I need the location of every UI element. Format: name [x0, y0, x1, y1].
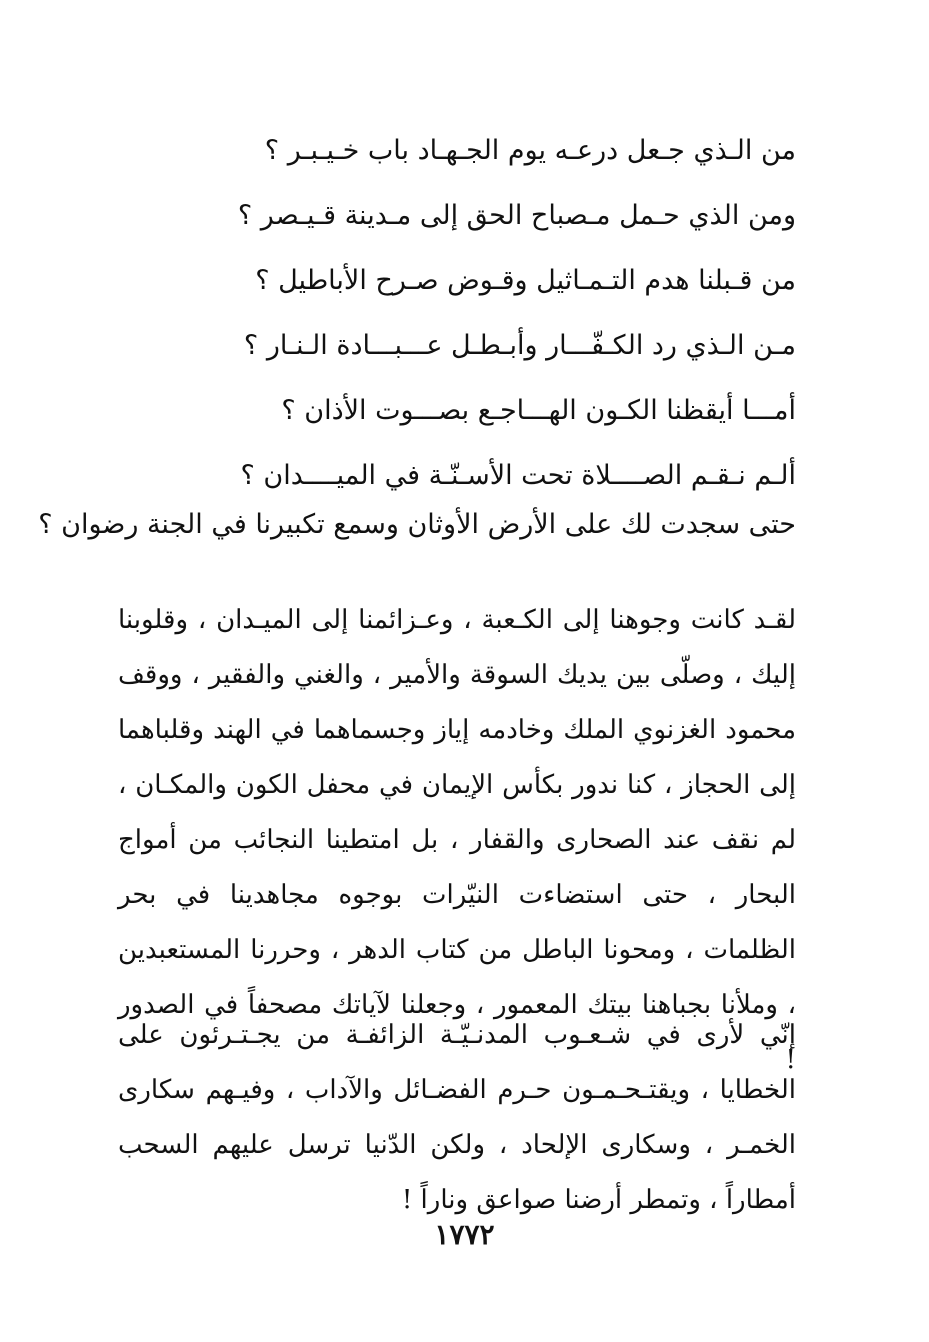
verse-line: من قـبلنا هدم التـمـاثيل وقـوض صـرح الأباطيل ؟	[255, 265, 796, 296]
verse-line: من الـذي جـعل درعـه يوم الجـهـاد باب خـيـبـر ؟	[264, 135, 796, 166]
paragraph: إنّي لأرى في شـعـوب المدنـيّـة الزائفـة من يجـتـرئون على الخطايا ، ويقتـحـمـون حـرم الفضـائل والآداب ، وفيـهم سكارى الخمـر ، وسكارى الإلحاد ، ولكن الدّنيا ترسل عليهم السحب أمطاراً ، وتمطر أرضنا صواعق وناراً !	[118, 1020, 796, 1215]
poem-verses	[237, 118, 796, 508]
paragraph: لقـد كانت وجوهنا إلى الكـعبة ، وعـزائمنا إلى الميـدان ، وقلوبنا إليك ، وصلّى بين يديك السوقة والأمير ، والغني والفقير ، ووقف محمود الغزنوي الملك وخادمه إياز وجسماهما في الهند وقلباهما إلى الحجاز ، كنا ندور بكأس الإيمان في محفل الكون والمكـان ، لم نقف عند الصحارى والقفار ، بل امتطينا النجائب من أمواج البحار ، حتى استضاءت النيّرات بوجوه مجاهدينا في بحر الظلمات ، ومحونا الباطل من كتاب الدهر ، وحررنا المستعبدين ، وملأنا بجباهنا بيتك المعمور ، وجعلنا لآياتك مصحفاً في الصدور !	[118, 605, 796, 1075]
verse-line: ومن الذي حـمل مـصباح الحق إلى مـدينة قـيـصر ؟	[237, 200, 796, 231]
page-number: ١٧٧٢	[434, 1218, 495, 1251]
closing-verse: حتى سجدت لك على الأرض الأوثان وسمع تكبيرنا في الجنة رضوان ؟	[38, 509, 796, 540]
verse-line: مـن الـذي رد الكـفّـــار وأبـطـل عـــبـــادة الـنـار ؟	[243, 330, 796, 361]
verse-line: أمـــا أيقظنا الكـون الهـــاجـع بصـــوت الأذان ؟	[281, 395, 796, 426]
verse-line: ألـم نـقـم الصــــلاة تحت الأسـنّـة في الميــــدان ؟	[240, 460, 796, 491]
